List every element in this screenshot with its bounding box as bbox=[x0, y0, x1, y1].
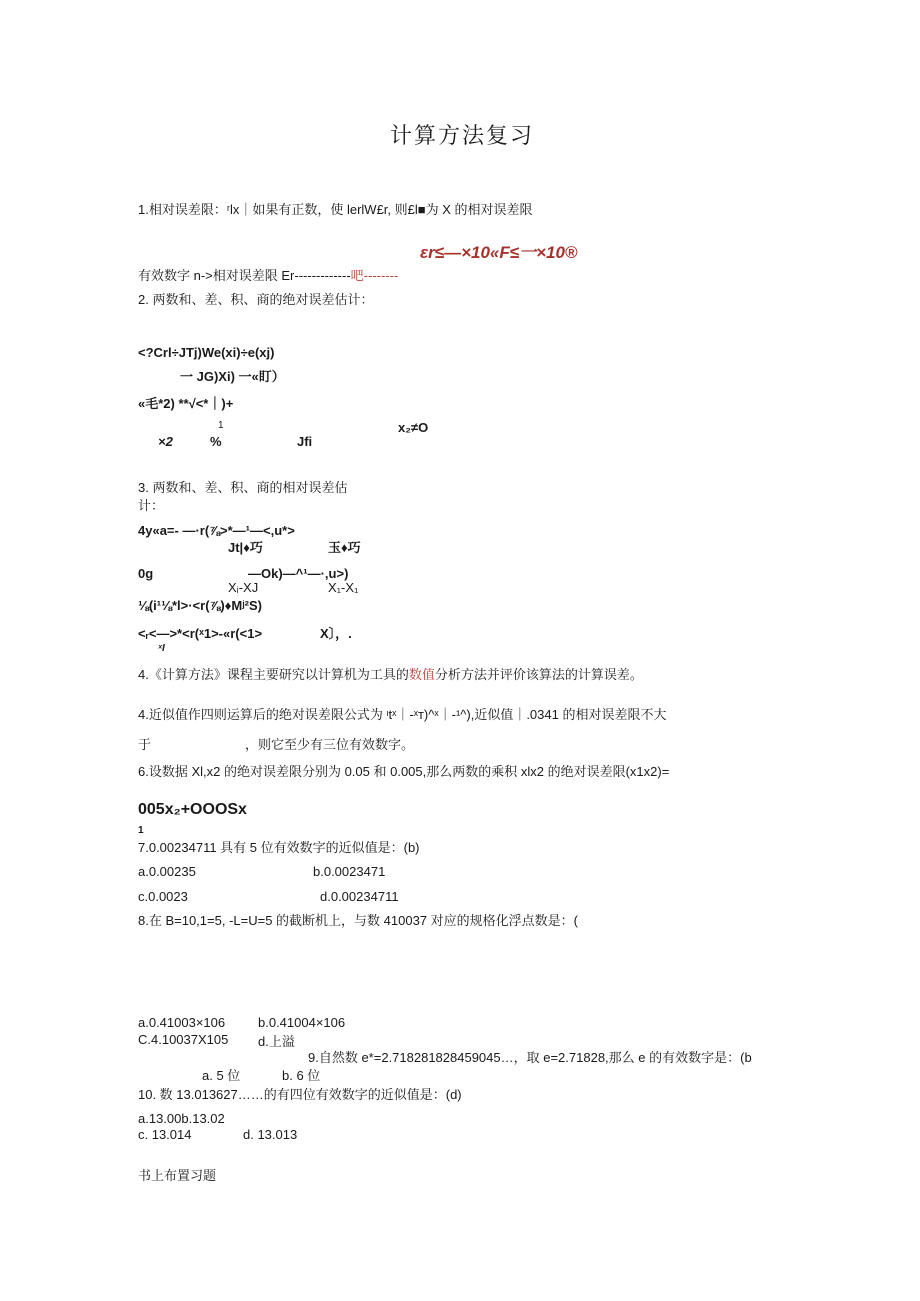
q9-question: 9.自然数 e*=2.718281828459045…，取 e=2.71828,那么 e 的有效数字是：(b bbox=[308, 1050, 752, 1065]
q7-option-a: a.0.00235 bbox=[138, 864, 196, 879]
q4-approx-line2b: ，则它至少有三位有效数字。 bbox=[245, 737, 415, 752]
q4-approx-line2a: 于 bbox=[138, 737, 152, 752]
page-title: 计算方法复习 bbox=[390, 124, 535, 149]
q2-formula-3: «毛*2) **√<*｜)+ bbox=[138, 396, 234, 411]
q7-question: 7.0.00234711 具有 5 位有效数字的近似值是：(b) bbox=[138, 840, 420, 855]
q2-formula-4-b: % bbox=[210, 434, 222, 449]
q1-line2-tail: 吧-------- bbox=[350, 268, 399, 283]
q3-formula-4a: Xᵢ-XJ bbox=[228, 580, 259, 595]
q3-formula-4b: X₁-X₁ bbox=[328, 580, 359, 595]
q1-line2 bbox=[138, 268, 398, 284]
q2-formula-1: <?Crl÷JTj)We(xi)÷e(xj) bbox=[138, 345, 275, 360]
q4-approx-line1: 4.近似值作四则运算后的绝对误差限公式为 ᶦtˣ｜-ˣт)^ˣ｜-¹^),近似值｜.0341 的相对误差限不大 bbox=[138, 707, 667, 722]
footer-text: 书上布置习题 bbox=[138, 1168, 217, 1183]
q7-option-d: d.0.00234711 bbox=[320, 889, 399, 904]
q2-formula-4-a: ×2 bbox=[158, 434, 173, 449]
q7-option-c: c.0.0023 bbox=[138, 889, 188, 904]
q2-formula-4-c: Jfi bbox=[297, 434, 313, 449]
q8-question: 8.在 B=10,1=5, -L=U=5 的截断机上，与数 410037 对应的规格化浮点数是：( bbox=[138, 913, 578, 928]
q1-line2-text: 有效数字 n->相对误差限 Er------------- bbox=[138, 268, 351, 283]
q2-formula-4-sup: 1 bbox=[218, 420, 224, 431]
q2-formula-4-d: x₂≠O bbox=[398, 420, 429, 435]
q4-course-highlight: 数值 bbox=[408, 667, 435, 682]
q10-question: 10. 数 13.013627……的有四位有效数字的近似值是：(d) bbox=[138, 1087, 462, 1102]
q3-formula-1: 4y«a=- —·r(⅞>*—¹—<,u*> bbox=[138, 523, 295, 538]
q9-option-a: a. 5 位 bbox=[202, 1068, 241, 1083]
q2-heading: 2. 两数和、差、积、商的绝对误差估计： bbox=[138, 292, 374, 307]
q2-formula-2: 一 JG)Xi) 一«盯） bbox=[180, 369, 285, 384]
q3-heading-b: 计： bbox=[138, 498, 165, 513]
q3-formula-5: ⅛(i¹⅛*l>·<r(⅞)♦Mʲ²S) bbox=[138, 598, 263, 613]
q9-option-b: b. 6 位 bbox=[282, 1068, 321, 1083]
q4-course-line bbox=[138, 667, 643, 683]
q10-option-d: d. 13.013 bbox=[243, 1127, 298, 1142]
q7-option-b: b.0.0023471 bbox=[313, 864, 386, 879]
q4-course-before: 4.《计算方法》课程主要研究以计算机为工具的 bbox=[138, 667, 409, 682]
q3-heading-a: 3. 两数和、差、积、商的相对误差估 bbox=[138, 480, 348, 495]
q8-option-b: b.0.41004×106 bbox=[258, 1015, 346, 1030]
q6-answer: 005x₂+OOOSx bbox=[138, 801, 247, 818]
q3-formula-6b: X〕，. bbox=[320, 626, 352, 641]
q8-option-a: a.0.41003×106 bbox=[138, 1015, 226, 1030]
q8-option-c: C.4.10037X105 bbox=[138, 1032, 229, 1047]
q3-formula-7: ˣI bbox=[158, 643, 165, 654]
q1-formula: εr≤—×10«F≤一×10® bbox=[420, 243, 578, 262]
q3-formula-3b: —Ok)—^¹—·,u>) bbox=[248, 566, 349, 581]
q10-option-c: c. 13.014 bbox=[138, 1127, 192, 1142]
q3-formula-6a: <ᵣ<—>*<r(ˣ1>-«r(<1> bbox=[138, 626, 263, 641]
q10-option-ab: a.13.00b.13.02 bbox=[138, 1111, 225, 1126]
q3-formula-3a: 0g bbox=[138, 566, 154, 581]
q1-line1: 1.相对误差限：ʳlx｜如果有正数，使 lerlW£r, 则£l■为 X 的相对误差限 bbox=[138, 202, 533, 217]
q4-course-after: 分析方法并评价该算法的计算误差。 bbox=[434, 667, 643, 682]
q6-answer-sub: 1 bbox=[138, 825, 144, 836]
q3-formula-2b: 玉♦巧 bbox=[328, 540, 361, 555]
q8-option-d: d.上溢 bbox=[258, 1034, 295, 1049]
q3-formula-2a: Jt|♦巧 bbox=[228, 540, 263, 555]
q6-line: 6.设数据 Xl,x2 的绝对误差限分别为 0.05 和 0.005,那么两数的乘积 xlx2 的绝对误差限(x1x2)= bbox=[138, 764, 670, 779]
